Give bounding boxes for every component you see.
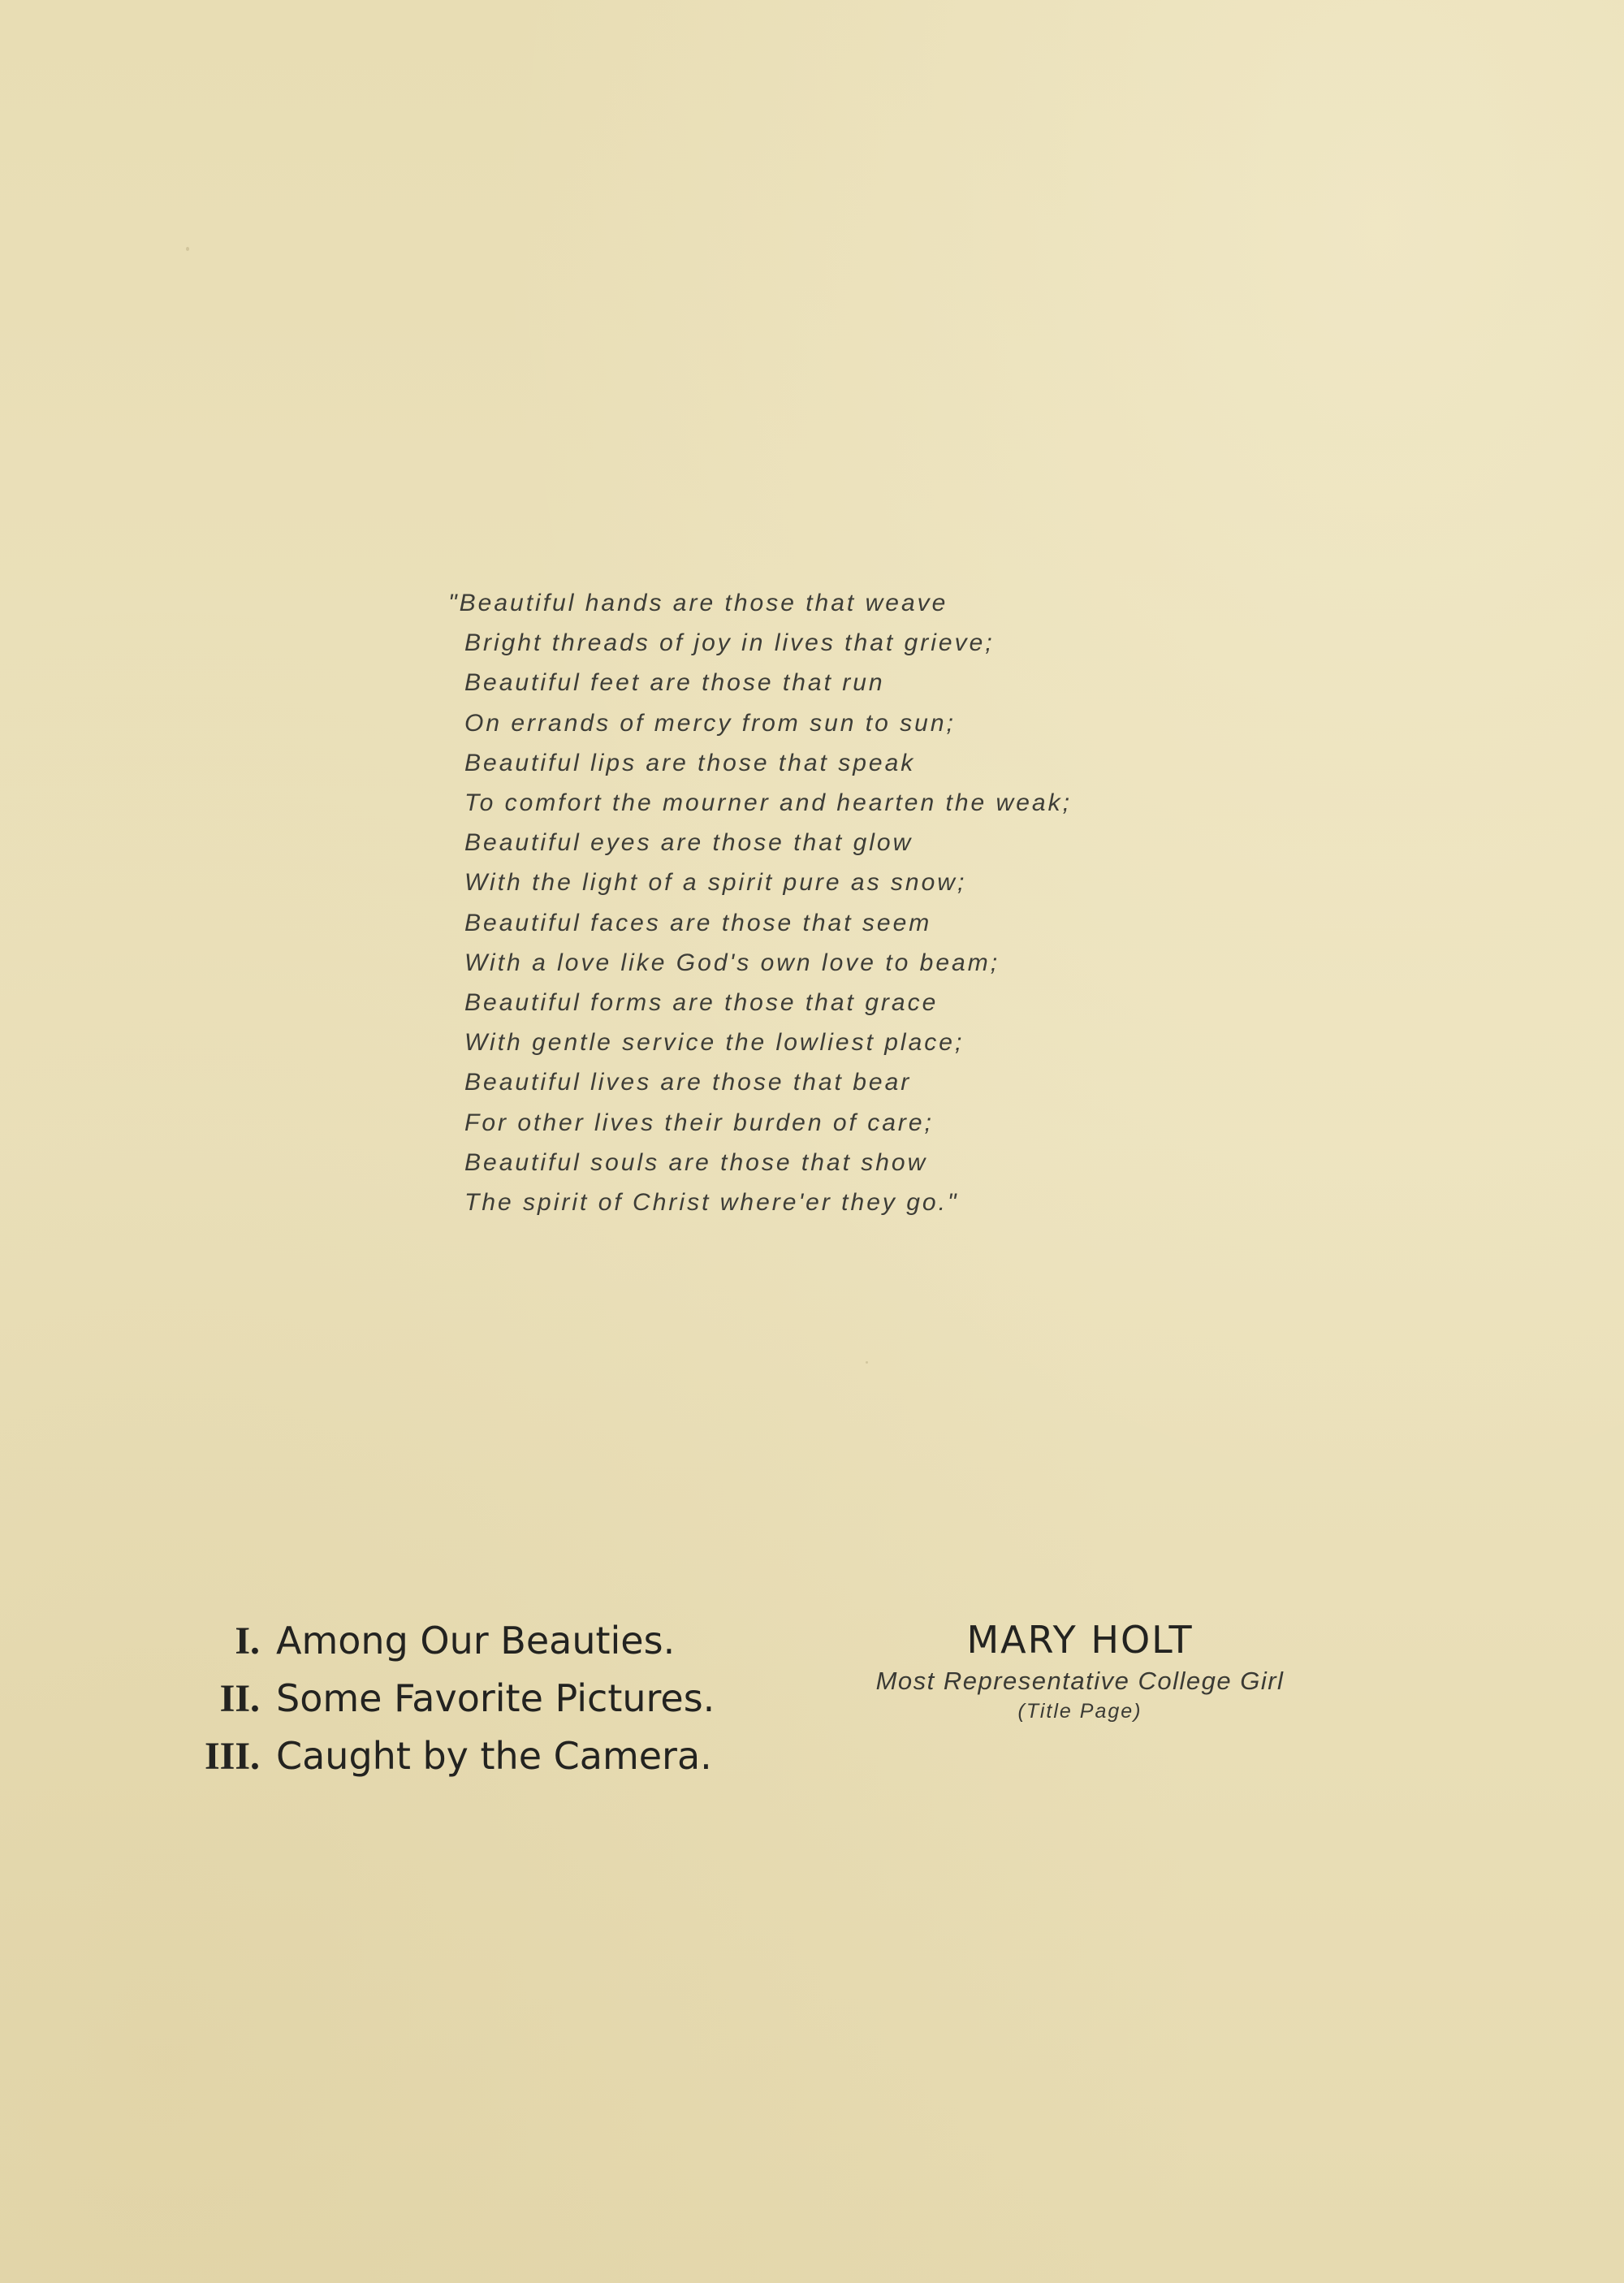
poem-line: Beautiful faces are those that seem: [464, 909, 932, 936]
contents-list: [164, 1612, 715, 1785]
honoree-name: MARY HOLT: [966, 1618, 1194, 1662]
contents-item: [164, 1727, 715, 1785]
title-page-note: [836, 1615, 1324, 1725]
contents-numeral: I.: [235, 1619, 260, 1663]
contents-numeral: III.: [204, 1735, 260, 1778]
poem-line: "Beautiful hands are those that weave: [448, 590, 948, 616]
poem-line: To comfort the mourner and hearten the weak;: [464, 789, 1072, 817]
poem-line: With the light of a spirit pure as snow;: [464, 869, 967, 897]
poem-line: Beautiful lives are those that bear: [464, 1069, 912, 1096]
contents-title: Some Favorite Pictures.: [276, 1676, 715, 1720]
contents-item: [164, 1612, 715, 1670]
paper-speck: [186, 247, 189, 251]
honoree-subtitle: Most Representative College Girl: [875, 1667, 1285, 1695]
poem-line: With a love like God's own love to beam;: [464, 949, 1000, 976]
poem: [448, 583, 1072, 1222]
poem-line: Bright threads of joy in lives that grieve;: [464, 629, 995, 657]
title-page-caption: (Title Page): [1017, 1700, 1142, 1723]
poem-line: Beautiful lips are those that speak: [464, 749, 916, 776]
poem-line: With gentle service the lowliest place;: [464, 1029, 965, 1057]
paper-speck: [866, 1361, 868, 1364]
contents-numeral: II.: [219, 1677, 260, 1720]
contents-title: Among Our Beauties.: [276, 1619, 676, 1663]
poem-line: On errands of mercy from sun to sun;: [464, 709, 956, 737]
poem-line: For other lives their burden of care;: [464, 1109, 934, 1136]
poem-line: Beautiful eyes are those that glow: [464, 829, 914, 857]
contents-item: [164, 1670, 715, 1727]
contents-title: Caught by the Camera.: [276, 1734, 712, 1778]
poem-line: Beautiful feet are those that run: [464, 669, 885, 697]
poem-line: The spirit of Christ where'er they go.": [464, 1189, 959, 1217]
poem-line: Beautiful forms are those that grace: [464, 989, 939, 1017]
poem-line: Beautiful souls are those that show: [464, 1148, 928, 1176]
